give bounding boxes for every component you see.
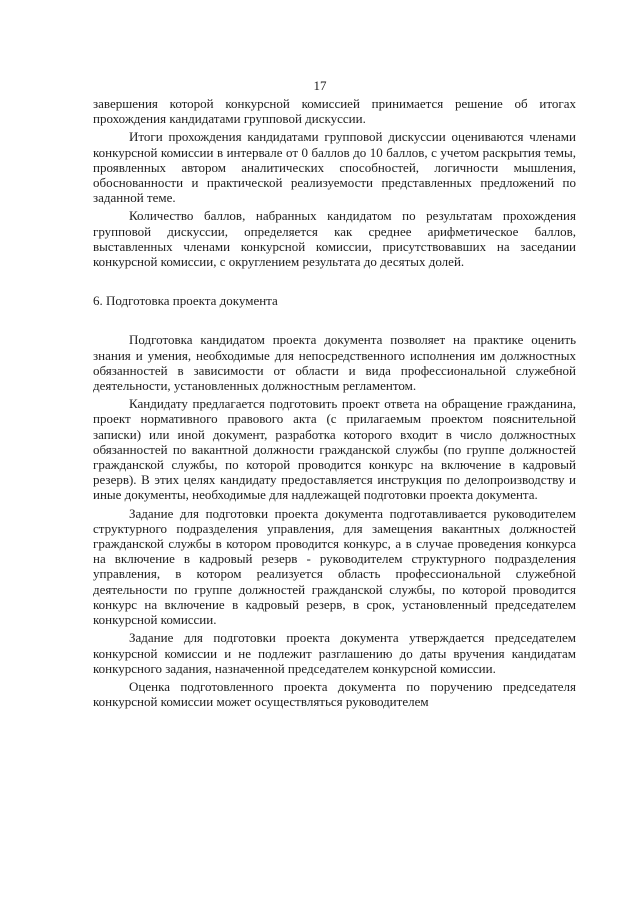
- page-number: 17: [313, 78, 327, 93]
- paragraph-task-preparation: Задание для подготовки проекта документа подготавливается руководителем структурного подразделения управления, для замещения вакантных должностей гражданской службы в котором проводится конкурс, а в случае проведения конкурса на включение в кадровый резерв - руководителем структурного подразделения управления, в котором реализуется область профессиональной служебной деятельности по группе должностей гражданской службы, по которой проводится конкурс на включение в кадровый резерв, в срок, установленный председателем конкурсной комиссии.: [93, 505, 576, 628]
- paragraph-document-preparation: Подготовка кандидатом проекта документа позволяет на практике оценить знания и умения, необходимые для непосредственного исполнения им должностных обязанностей в зависимости от области и вида профессиональной служебной деятельности, установленных должностным регламентом.: [93, 332, 576, 394]
- paragraph-score-calculation: Количество баллов, набранных кандидатом по результатам прохождения групповой дискуссии, определяется как среднее арифметическое баллов, выставленных членами конкурсной комиссии, присутствовавших на заседании конкурсной комиссии, с округлением результата до десятых долей.: [93, 208, 576, 270]
- paragraph-assessment: Оценка подготовленного проекта документа по поручению председателя конкурсной комиссии может осуществляться руководителем: [93, 678, 576, 710]
- section-heading: 6. Подготовка проекта документа: [93, 293, 278, 309]
- document-body: [93, 96, 576, 709]
- paragraph-task-approval: Задание для подготовки проекта документа утверждается председателем конкурсной комиссии и не подлежит разглашению до даты вручения кандидатам конкурсного задания, назначенной председателем конкурсной комиссии.: [93, 630, 576, 676]
- paragraph-evaluation: Итоги прохождения кандидатами групповой дискуссии оцениваются членами конкурсной комиссии в интервале от 0 баллов до 10 баллов, с учетом раскрытия темы, проявленных автором аналитических способностей, логичности мышления, обоснованности и практической реализуемости представленных предложений по заданной теме.: [93, 129, 576, 206]
- paragraph-candidate-task: Кандидату предлагается подготовить проект ответа на обращение гражданина, проект нормативного правового акта (с прилагаемым проектом пояснительной записки) или иной документ, разработка которого входит в число должностных обязанностей по вакантной должности гражданской службы (по группе должностей гражданской службы, по которой проводится конкурс на включение в кадровый резерв). В этих целях кандидату предоставляется инструкция по делопроизводству и иные документы, необходимые для надлежащей подготовки проекта документа.: [93, 396, 576, 503]
- paragraph-continuation: завершения которой конкурсной комиссией принимается решение об итогах прохождения кандидатами групповой дискуссии.: [93, 96, 576, 127]
